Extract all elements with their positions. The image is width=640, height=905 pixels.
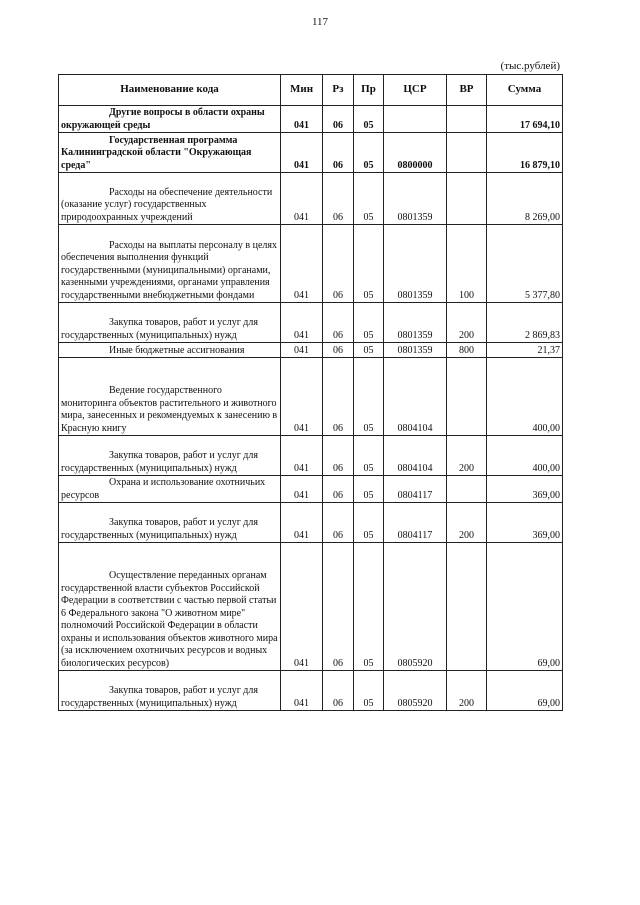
cell-sum: 2 869,83 (487, 303, 563, 343)
cell-min: 041 (281, 503, 323, 543)
cell-vr: 200 (447, 436, 487, 476)
cell-sum: 16 879,10 (487, 133, 563, 173)
cell-rz: 06 (323, 106, 354, 133)
cell-name (59, 343, 281, 358)
table-row (59, 225, 563, 303)
row-name-text: Иные бюджетные ассигнования (109, 344, 245, 356)
row-name-text: Ведение государственного мониторинга объектов растительного и животного мира, занесенных и рекомендуемых к занесению в Красную книгу (61, 385, 278, 434)
cell-sum: 5 377,80 (487, 225, 563, 303)
table-header-row (59, 75, 563, 106)
cell-min: 041 (281, 436, 323, 476)
table-row (59, 476, 563, 503)
units-label: (тыс.рублей) (500, 60, 560, 72)
header-rz: Рз (323, 75, 354, 106)
cell-rz: 06 (323, 358, 354, 436)
row-name-text: Осуществление переданных органам государственной власти субъектов Российской Федерации в соответствии с частью первой статьи 6 Федерального закона "О животном мире" полномочий Российской Федерации в области охраны и использования объектов животного мира (за исключением охотничьих ресурсов и водных биологических ресурсов) (61, 570, 278, 669)
header-pr: Пр (354, 75, 384, 106)
cell-csr: 0801359 (384, 225, 447, 303)
cell-pr: 05 (354, 543, 384, 671)
cell-name (59, 476, 281, 503)
row-name-text: Расходы на выплаты персоналу в целях обеспечения выполнения функций государственными (муниципальными) органами, казенными учреждениями, органами управления государственными внебюджетными фондами (61, 239, 277, 301)
cell-sum: 400,00 (487, 358, 563, 436)
cell-pr: 05 (354, 358, 384, 436)
cell-min: 041 (281, 133, 323, 173)
cell-csr: 0801359 (384, 303, 447, 343)
cell-pr: 05 (354, 303, 384, 343)
cell-csr: 0805920 (384, 543, 447, 671)
cell-sum: 8 269,00 (487, 173, 563, 225)
cell-name (59, 436, 281, 476)
cell-sum: 69,00 (487, 543, 563, 671)
cell-rz: 06 (323, 225, 354, 303)
cell-name (59, 303, 281, 343)
page-number: 117 (311, 16, 329, 28)
cell-sum: 369,00 (487, 503, 563, 543)
cell-min: 041 (281, 106, 323, 133)
cell-min: 041 (281, 225, 323, 303)
cell-csr: 0804117 (384, 476, 447, 503)
cell-csr: 0804117 (384, 503, 447, 543)
cell-pr: 05 (354, 133, 384, 173)
cell-vr (447, 173, 487, 225)
table-row (59, 173, 563, 225)
cell-vr (447, 133, 487, 173)
cell-min: 041 (281, 173, 323, 225)
cell-csr: 0805920 (384, 671, 447, 711)
cell-name (59, 106, 281, 133)
table-row (59, 358, 563, 436)
cell-pr: 05 (354, 225, 384, 303)
cell-sum: 21,37 (487, 343, 563, 358)
cell-rz: 06 (323, 503, 354, 543)
cell-sum: 400,00 (487, 436, 563, 476)
cell-min: 041 (281, 303, 323, 343)
cell-csr: 0800000 (384, 133, 447, 173)
cell-csr (384, 106, 447, 133)
row-name-text: Другие вопросы в области охраны окружающей среды (61, 107, 265, 131)
header-name: Наименование кода (59, 75, 281, 106)
row-name-text: Закупка товаров, работ и услуг для государственных (муниципальных) нужд (61, 317, 258, 341)
cell-sum: 369,00 (487, 476, 563, 503)
row-name-text: Расходы на обеспечение деятельности (оказание услуг) государственных природоохранных учреждений (61, 186, 273, 223)
cell-rz: 06 (323, 543, 354, 671)
cell-csr: 0801359 (384, 343, 447, 358)
cell-name (59, 671, 281, 711)
cell-name (59, 358, 281, 436)
table-row (59, 436, 563, 476)
cell-csr: 0804104 (384, 358, 447, 436)
cell-csr: 0801359 (384, 173, 447, 225)
table-row (59, 671, 563, 711)
cell-vr (447, 106, 487, 133)
row-name-text: Закупка товаров, работ и услуг для государственных (муниципальных) нужд (61, 450, 258, 474)
cell-pr: 05 (354, 436, 384, 476)
row-name-text: Закупка товаров, работ и услуг для государственных (муниципальных) нужд (61, 517, 258, 541)
header-sum: Сумма (487, 75, 563, 106)
cell-min: 041 (281, 476, 323, 503)
cell-rz: 06 (323, 476, 354, 503)
cell-name (59, 225, 281, 303)
header-min: Мин (281, 75, 323, 106)
table-row (59, 343, 563, 358)
cell-pr: 05 (354, 106, 384, 133)
table-row (59, 133, 563, 173)
cell-min: 041 (281, 543, 323, 671)
row-name-text: Охрана и использование охотничьих ресурсов (61, 477, 266, 501)
cell-vr: 200 (447, 503, 487, 543)
cell-min: 041 (281, 671, 323, 711)
cell-name (59, 133, 281, 173)
header-vr: ВР (447, 75, 487, 106)
table-row (59, 106, 563, 133)
cell-name (59, 503, 281, 543)
cell-vr: 100 (447, 225, 487, 303)
cell-rz: 06 (323, 343, 354, 358)
budget-table (58, 74, 563, 711)
cell-rz: 06 (323, 436, 354, 476)
table-row (59, 543, 563, 671)
cell-pr: 05 (354, 343, 384, 358)
table-body (59, 106, 563, 711)
cell-name (59, 543, 281, 671)
cell-sum: 17 694,10 (487, 106, 563, 133)
cell-vr: 800 (447, 343, 487, 358)
cell-vr (447, 543, 487, 671)
cell-csr: 0804104 (384, 436, 447, 476)
cell-rz: 06 (323, 303, 354, 343)
cell-min: 041 (281, 358, 323, 436)
cell-rz: 06 (323, 173, 354, 225)
table-row (59, 503, 563, 543)
row-name-text: Государственная программа Калининградской области "Окружающая среда" (61, 134, 252, 171)
cell-vr (447, 358, 487, 436)
cell-pr: 05 (354, 476, 384, 503)
cell-rz: 06 (323, 133, 354, 173)
row-name-text: Закупка товаров, работ и услуг для государственных (муниципальных) нужд (61, 685, 258, 709)
cell-vr: 200 (447, 671, 487, 711)
cell-pr: 05 (354, 173, 384, 225)
cell-pr: 05 (354, 503, 384, 543)
cell-vr: 200 (447, 303, 487, 343)
cell-sum: 69,00 (487, 671, 563, 711)
header-csr: ЦСР (384, 75, 447, 106)
table-row (59, 303, 563, 343)
cell-pr: 05 (354, 671, 384, 711)
cell-rz: 06 (323, 671, 354, 711)
cell-vr (447, 476, 487, 503)
cell-name (59, 173, 281, 225)
cell-min: 041 (281, 343, 323, 358)
